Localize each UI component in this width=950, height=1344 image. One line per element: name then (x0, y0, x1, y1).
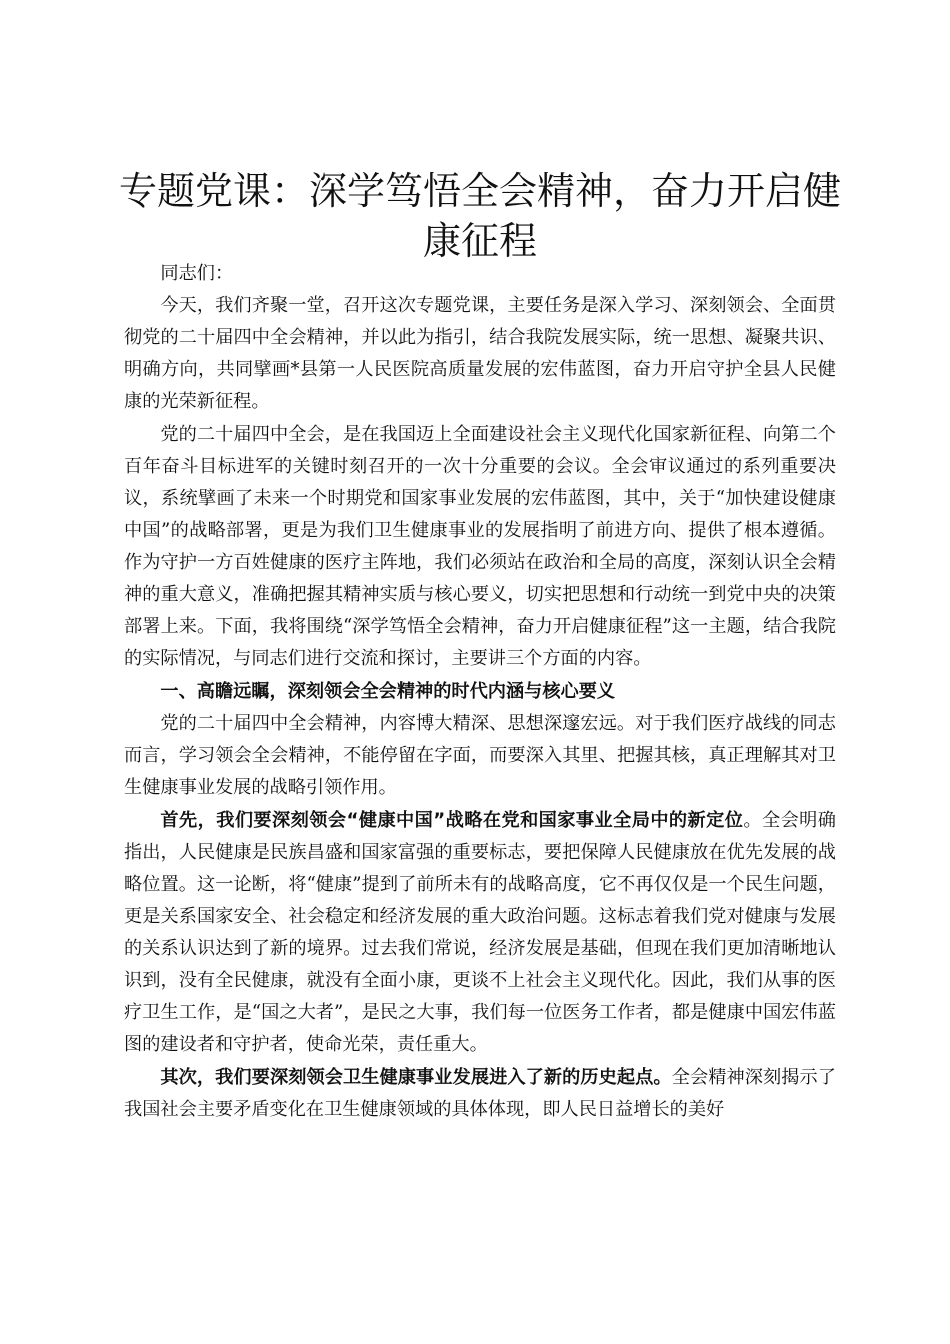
paragraph-second-point (124, 1062, 836, 1126)
first-point-lead: 首先，我们要深刻领会“健康中国”战略在党和国家事业全局中的新定位 (160, 810, 744, 831)
section-heading-1: 一、高瞻远瞩，深刻领会全会精神的时代内涵与核心要义 (160, 681, 616, 702)
document-title: 专题党课：深学笃悟全会精神，奋力开启健康征程 (118, 169, 841, 263)
paragraph-intro: 今天，我们齐聚一堂，召开这次专题党课，主要任务是深入学习、深刻领会、全面贯彻党的二十届四中全会精神，并以此为指引，结合我院发展实际，统一思想、凝聚共识、明确方向，共同擘画*县第一人民医院高质量发展的宏伟蓝图，奋力开启守护全县人民健康的光荣新征程。 (124, 295, 836, 412)
salutation: 同志们： (160, 263, 234, 284)
second-point-text: 全会精神深刻揭示了我国社会主要矛盾变化在卫生健康领域的具体体现，即人民日益增长的美好 (124, 1067, 836, 1120)
second-point-lead: 其次，我们要深刻领会卫生健康事业发展进入了新的历史起点。 (160, 1067, 672, 1088)
document-body (124, 258, 836, 1126)
paragraph-first-point (124, 805, 836, 1061)
paragraph-section-intro: 党的二十届四中全会精神，内容博大精深、思想深邃宏远。对于我们医疗战线的同志而言，学习领会全会精神，不能停留在字面，而要深入其里、把握其核，真正理解其对卫生健康事业发展的战略引领作用。 (124, 713, 836, 798)
first-point-text: 。全会明确指出，人民健康是民族昌盛和国家富强的重要标志，要把保障人民健康放在优先发展的战略位置。这一论断，将“健康”提到了前所未有的战略高度，它不再仅仅是一个民生问题，更是关系国家安全、社会稳定和经济发展的重大政治问题。这标志着我们党对健康与发展的关系认识达到了新的境界。过去我们常说，经济发展是基础，但现在我们更加清晰地认识到，没有全民健康，就没有全面小康，更谈不上社会主义现代化。因此，我们从事的医疗卫生工作，是“国之大者”，是民之大事，我们每一位医务工作者，都是健康中国宏伟蓝图的建设者和守护者，使命光荣，责任重大。 (124, 810, 836, 1055)
paragraph-background: 党的二十届四中全会，是在我国迈上全面建设社会主义现代化国家新征程、向第二个百年奋斗目标进军的关键时刻召开的一次十分重要的会议。全会审议通过的系列重要决议，系统擘画了未来一个时期党和国家事业发展的宏伟蓝图，其中，关于“加快建设健康中国”的战略部署，更是为我们卫生健康事业的发展指明了前进方向、提供了根本遵循。作为守护一方百姓健康的医疗主阵地，我们必须站在政治和全局的高度，深刻认识全会精神的重大意义，准确把握其精神实质与核心要义，切实把思想和行动统一到党中央的决策部署上来。下面，我将围绕“深学笃悟全会精神，奋力开启健康征程”这一主题，结合我院的实际情况，与同志们进行交流和探讨，主要讲三个方面的内容。 (124, 424, 836, 669)
